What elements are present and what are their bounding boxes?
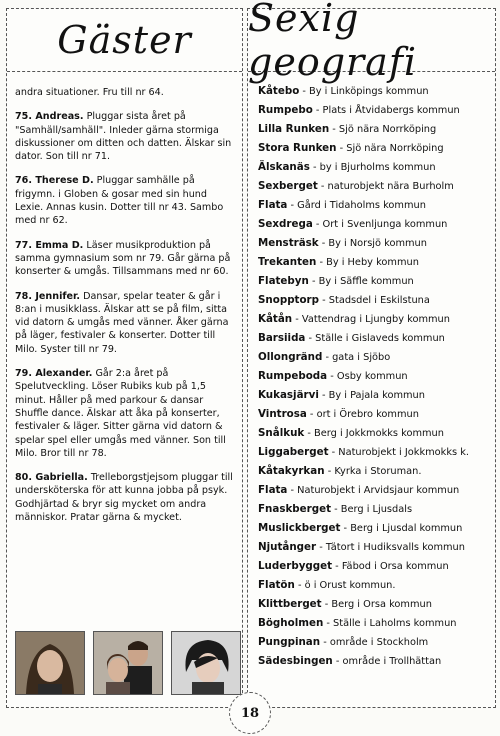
place-row <box>258 386 495 405</box>
place-name: Sexdrega <box>258 218 313 230</box>
guest-description: Pluggar samhälle på frigymn. i Globen & gosar med sin hund Lexie. Annas kusin. Dotter till nr 43. Sambo med nr 62. <box>15 175 224 227</box>
place-description: - Sjö nära Norrköping <box>336 143 444 154</box>
place-name: Fnaskberget <box>258 503 331 515</box>
place-row <box>258 310 495 329</box>
place-row <box>258 614 495 633</box>
guests-text <box>7 72 242 524</box>
place-description: - område i Stockholm <box>320 637 429 648</box>
guest-name: 80. Gabriella. <box>15 472 88 484</box>
guest-photo-jennifer-alexander <box>93 631 163 695</box>
guests-intro: andra situationer. Fru till nr 64. <box>15 87 164 98</box>
place-name: Kåtakyrkan <box>258 465 325 477</box>
place-name: Älskanäs <box>258 161 310 173</box>
place-description: - Berg i Jokkmokks kommun <box>304 428 444 439</box>
place-row <box>258 557 495 576</box>
place-name: Kukasjärvi <box>258 389 319 401</box>
place-name: Flatön <box>258 579 295 591</box>
place-description: - By i Linköpings kommun <box>299 86 429 97</box>
place-name: Luderbygget <box>258 560 333 572</box>
place-description: - ort i Örebro kommun <box>306 409 419 420</box>
place-description: - Gård i Tidaholms kommun <box>287 200 426 211</box>
place-description: - By i Säffle kommun <box>308 276 414 287</box>
place-name: Flatebyn <box>258 275 309 287</box>
place-description: - Berg i Ljusdals <box>331 504 413 515</box>
place-row <box>258 652 495 671</box>
place-description: - Naturobjekt i Jokkmokks k. <box>328 447 470 458</box>
place-description: - Osby kommun <box>327 371 408 382</box>
place-description: - ö i Orust kommun. <box>294 580 396 591</box>
guest-entry <box>15 471 234 524</box>
place-name: Mensträsk <box>258 237 319 249</box>
place-row <box>258 139 495 158</box>
place-row <box>258 177 495 196</box>
place-row <box>258 462 495 481</box>
place-row <box>258 443 495 462</box>
place-row <box>258 82 495 101</box>
place-description: - gata i Sjöbo <box>322 352 391 363</box>
guest-entry <box>15 110 234 163</box>
guest-entry <box>15 290 234 356</box>
place-row <box>258 367 495 386</box>
place-name: Sädesbingen <box>258 655 333 667</box>
place-description: - Sjö nära Norrköping <box>329 124 437 135</box>
place-description: - Ställe i Gislaveds kommun <box>305 333 445 344</box>
place-description: - Naturobjekt i Arvidsjaur kommun <box>287 485 460 496</box>
place-description: - By i Pajala kommun <box>318 390 425 401</box>
guest-entry <box>15 367 234 460</box>
place-name: Rumpeboda <box>258 370 328 382</box>
place-row <box>258 253 495 272</box>
place-name: Liggaberget <box>258 446 329 458</box>
place-name: Barsiida <box>258 332 306 344</box>
place-row <box>258 519 495 538</box>
place-list <box>248 72 495 671</box>
guest-photos <box>15 631 241 695</box>
place-description: - område i Trollhättan <box>332 656 442 667</box>
place-row <box>258 272 495 291</box>
place-row <box>258 196 495 215</box>
place-row <box>258 215 495 234</box>
place-description: - Vattendrag i Ljungby kommun <box>292 314 450 325</box>
place-name: Snopptorp <box>258 294 320 306</box>
place-name: Stora Runken <box>258 142 337 154</box>
guest-name: 76. Therese D. <box>15 175 94 187</box>
place-name: Snålkuk <box>258 427 305 439</box>
place-row <box>258 633 495 652</box>
place-row <box>258 405 495 424</box>
place-name: Pungpinan <box>258 636 321 648</box>
place-description: - by i Bjurholms kommun <box>309 162 436 173</box>
place-row <box>258 348 495 367</box>
place-row <box>258 576 495 595</box>
guest-description: Pluggar sista året på "Samhäll/samhäll". Inleder gärna stormiga diskussioner om ditten och datten. Älskar sin dator. Son till nr 71. <box>15 111 232 163</box>
place-description: - By i Norsjö kommun <box>318 238 427 249</box>
guest-photo-emo <box>171 631 241 695</box>
place-name: Sexberget <box>258 180 318 192</box>
place-description: - Tätort i Hudiksvalls kommun <box>316 542 465 553</box>
guests-heading: Gäster <box>7 9 242 72</box>
place-name: Njutånger <box>258 541 317 553</box>
place-name: Flata <box>258 199 288 211</box>
place-description: - naturobjekt nära Burholm <box>317 181 454 192</box>
place-row <box>258 500 495 519</box>
place-description: - Fäbod i Orsa kommun <box>332 561 449 572</box>
place-name: Bögholmen <box>258 617 324 629</box>
place-name: Ollongränd <box>258 351 323 363</box>
place-name: Kåtebo <box>258 85 300 97</box>
guest-name: 77. Emma D. <box>15 239 84 251</box>
place-row <box>258 291 495 310</box>
place-name: Trekanten <box>258 256 317 268</box>
place-description: - Stadsdel i Eskilstuna <box>319 295 430 306</box>
guest-description: Dansar, spelar teater & går i 8:an i musikklass. Älskar att se på film, sitta vid datorn & umgås med vänner. Åker gärna på läger, festivaler & konserter. Dotter till Milo. Syster till nr 79. <box>15 290 229 355</box>
place-row <box>258 424 495 443</box>
place-row <box>258 158 495 177</box>
guest-photo-gabriella <box>15 631 85 695</box>
place-name: Klittberget <box>258 598 322 610</box>
guest-entry <box>15 239 234 279</box>
place-description: - Kyrka i Storuman. <box>324 466 422 477</box>
place-row <box>258 481 495 500</box>
place-row <box>258 329 495 348</box>
place-row <box>258 595 495 614</box>
place-row <box>258 120 495 139</box>
place-name: Kåtån <box>258 313 293 325</box>
guest-name: 78. Jennifer. <box>15 290 81 302</box>
page-number: 18 <box>229 692 271 734</box>
place-name: Muslickberget <box>258 522 341 534</box>
place-description: - Plats i Åtvidabergs kommun <box>312 105 460 116</box>
place-description: - Berg i Ljusdal kommun <box>340 523 463 534</box>
guests-panel <box>6 8 243 708</box>
guest-description: Läser musikproduktion på samma gymnasium som nr 79. Går gärna på konserter & umgås. Tillsammans med nr 60. <box>15 239 231 278</box>
guest-description: Går 2:a året på Spelutveckling. Löser Rubiks kub på 1,5 minut. Håller på med parkour & dansar Shuffle dance. Älskar att åka på konserter, festivaler & läger. Sitter gärna vid datorn & spelar spel eller umgås med vänner. Son till Milo. Bror till nr 78. <box>15 368 226 459</box>
guest-entry <box>15 174 234 227</box>
place-description: - By i Heby kommun <box>316 257 419 268</box>
guest-name: 79. Alexander. <box>15 368 93 380</box>
guest-name: 75. Andreas. <box>15 111 84 123</box>
place-row <box>258 101 495 120</box>
place-name: Lilla Runken <box>258 123 330 135</box>
place-description: - Ort i Svenljunga kommun <box>312 219 448 230</box>
place-description: - Berg i Orsa kommun <box>321 599 432 610</box>
place-row <box>258 234 495 253</box>
place-name: Rumpebo <box>258 104 313 116</box>
guest-description: Trelleborgstjejsom pluggar till undersköterska för att kunna jobba på psyk. Godhjärtad & bryr sig mycket om andra människor. Pratar gärna & mycket. <box>15 472 233 524</box>
place-description: - Ställe i Laholms kommun <box>323 618 457 629</box>
place-name: Flata <box>258 484 288 496</box>
geography-heading: Sexig geografi <box>248 9 495 72</box>
place-row <box>258 538 495 557</box>
geography-panel <box>247 0 496 708</box>
place-name: Vintrosa <box>258 408 307 420</box>
